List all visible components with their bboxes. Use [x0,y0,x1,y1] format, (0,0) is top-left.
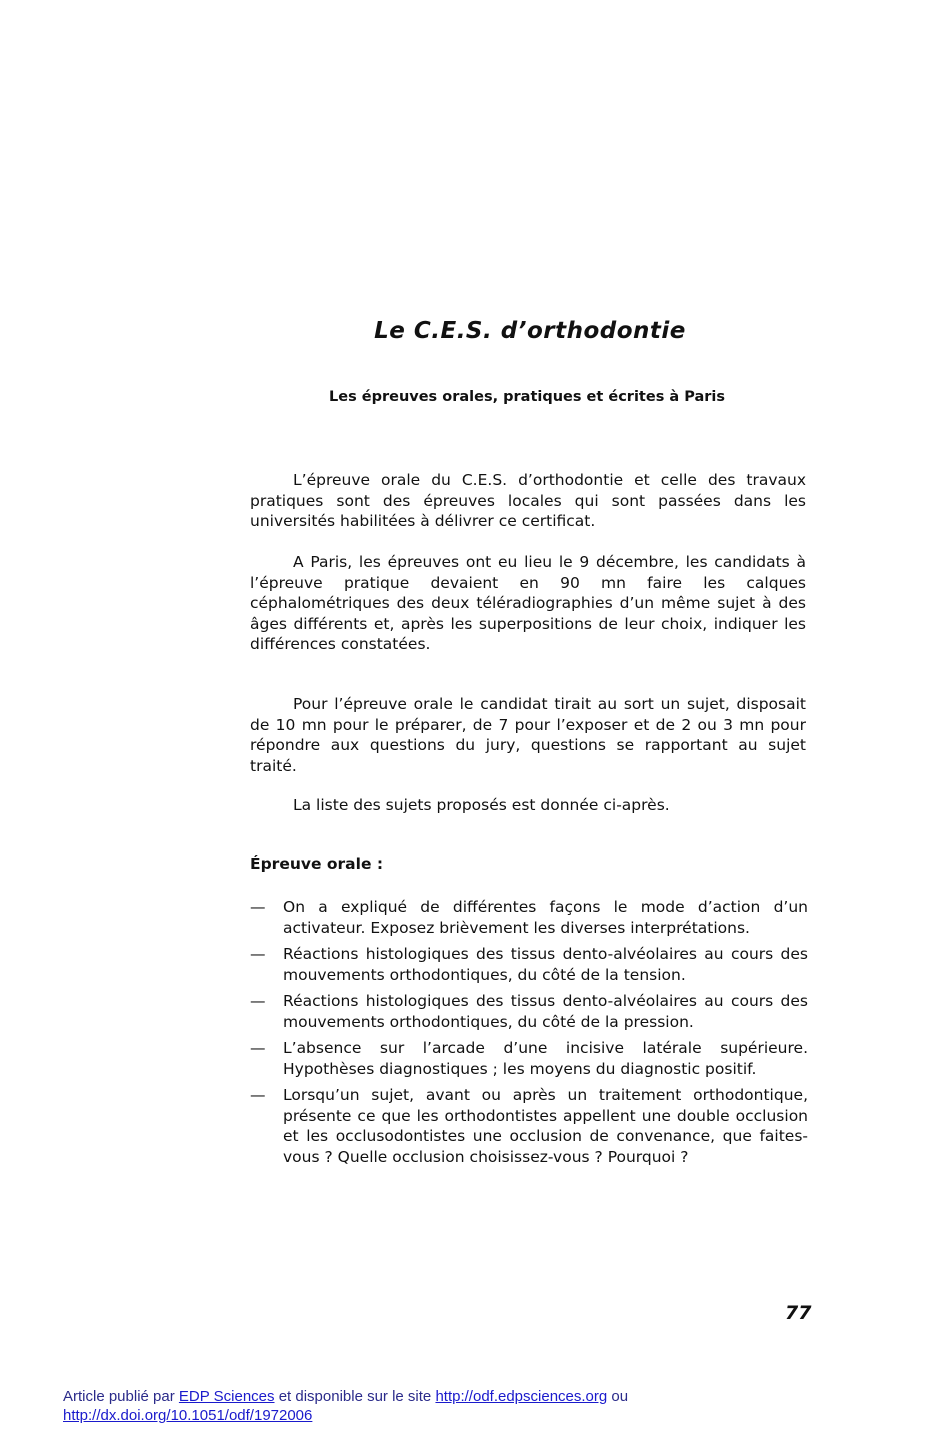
paragraph-text: A Paris, les épreuves ont eu lieu le 9 décembre, les candidats à l’épreuve pratique devaient en 90 mn faire les calques céphalométriques des deux téléradiographies d’un même sujet à des âges différents et, après les superpositions de leur choix, indiquer les différences constatées. [250,553,806,653]
paragraph-oral [250,694,806,776]
dash-bullet: — [250,945,266,963]
question-text: On a expliqué de différentes façons le mode d’action d’un activateur. Exposez brièvement les diverses interprétations. [283,898,808,937]
dash-bullet: — [250,1039,266,1057]
list-item [250,1085,808,1167]
page-number: 77 [785,1302,812,1324]
site-link[interactable]: http://odf.edpsciences.org [435,1388,608,1405]
paragraph-text: La liste des sujets proposés est donnée ci-après. [293,796,670,814]
list-item [250,1038,808,1079]
question-text: L’absence sur l’arcade d’une incisive latérale supérieure. Hypothèses diagnostiques ; les moyens du diagnostic positif. [283,1039,808,1078]
footer-notice [63,1387,763,1425]
paragraph-text: Pour l’épreuve orale le candidat tirait au sort un sujet, disposait de 10 mn pour le préparer, de 7 pour l’exposer et de 2 ou 3 mn pour répondre aux questions du jury, questions se rapportant au sujet traité. [250,695,806,775]
list-item [250,944,808,985]
footer-prefix: Article publié par [63,1388,175,1405]
question-text: Réactions histologiques des tissus dento-alvéolaires au cours des mouvements orthodontiques, du côté de la pression. [283,992,808,1031]
footer-middle: et disponible sur le site [278,1388,432,1405]
dash-bullet: — [250,992,266,1010]
dash-bullet: — [250,1086,266,1104]
paragraph-list-intro [250,795,806,816]
list-item [250,991,808,1032]
paragraph-text: L’épreuve orale du C.E.S. d’orthodontie et celle des travaux pratiques sont des épreuves locales qui sont passées dans les universités habilitées à délivrer ce certificat. [250,471,806,530]
footer-suffix: ou [611,1388,629,1405]
question-text: Réactions histologiques des tissus dento-alvéolaires au cours des mouvements orthodontiques, du côté de la tension. [283,945,808,984]
article-subtitle: Les épreuves orales, pratiques et écrites à Paris [329,389,725,405]
doi-link[interactable]: http://dx.doi.org/10.1051/odf/1972006 [63,1407,313,1424]
question-text: Lorsqu’un sujet, avant ou après un traitement orthodontique, présente ce que les orthodontistes appellent une double occlusion et les occlusodontistes une occlusion de convenance, que faites-vous ? Quelle occlusion choisissez-vous ? Pourquoi ? [283,1086,808,1166]
dash-bullet: — [250,898,266,916]
question-list [250,897,808,1173]
publisher-link[interactable]: EDP Sciences [178,1388,275,1405]
paragraph-paris [250,552,806,655]
article-title: Le C.E.S. d’orthodontie [374,318,686,344]
section-heading: Épreuve orale : [250,855,384,873]
paragraph-intro [250,470,806,532]
list-item [250,897,808,938]
